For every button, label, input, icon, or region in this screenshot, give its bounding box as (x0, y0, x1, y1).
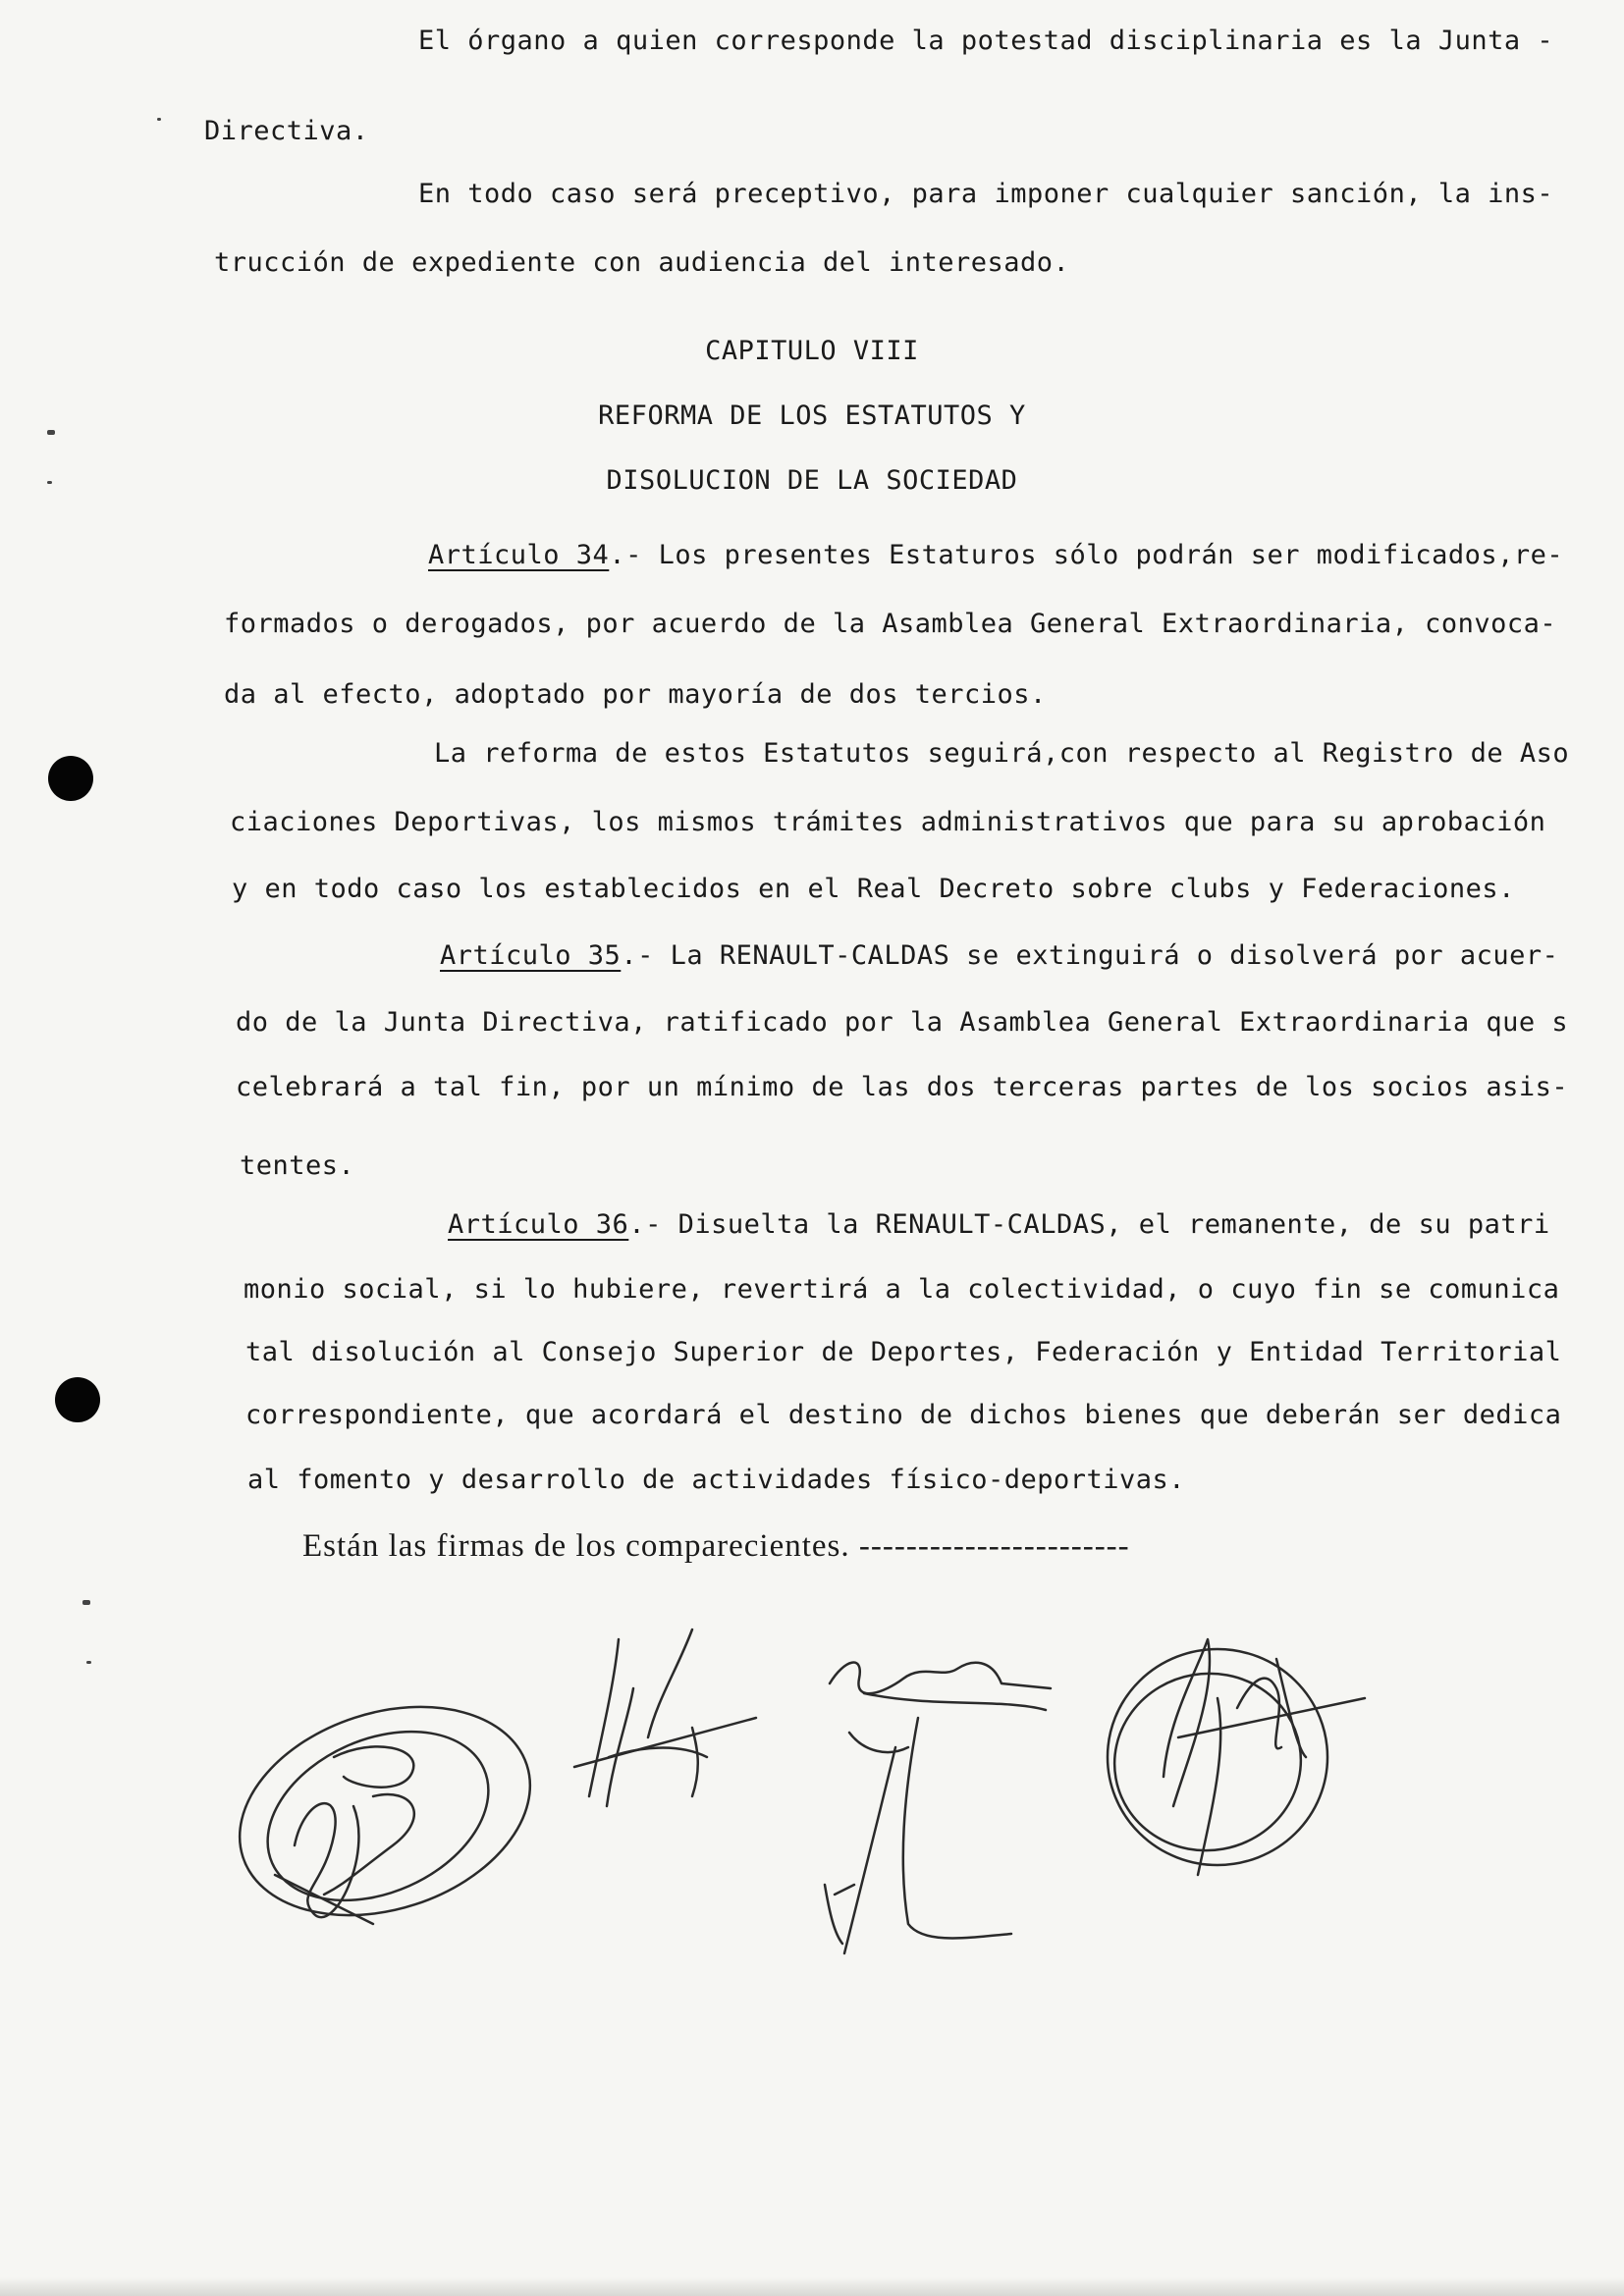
chapter-number: CAPITULO VIII (705, 336, 919, 366)
signature-3 (825, 1663, 1051, 1953)
margin-speck (47, 481, 52, 484)
article-34-line-5: ciaciones Deportivas, los mismos trámites administrativos que para su aprobación (230, 807, 1546, 837)
article-35-line-3: celebrará a tal fin, por un mínimo de las dos terceras partes de los socios asis- (236, 1072, 1569, 1102)
article-36-line-2: monio social, si lo hubiere, revertirá a la colectividad, o cuyo fin se comunica (244, 1274, 1560, 1305)
closing-signatures-line: Están las firmas de los comparecientes. ----------------------- (302, 1528, 1130, 1564)
article-36-label: Artículo 36 (448, 1209, 629, 1240)
signatures (0, 1600, 1624, 1993)
article-34-line-2: formados o derogados, por acuerdo de la Asamblea General Extraordinaria, convoca- (224, 609, 1557, 639)
intro-line-2: Directiva. (204, 116, 369, 146)
article-34-label: Artículo 34 (428, 540, 610, 570)
article-35-line-2: do de la Junta Directiva, ratificado por la Asamblea General Extraordinaria que s (236, 1007, 1569, 1038)
chapter-title-line-2: DISOLUCION DE LA SOCIEDAD (606, 465, 1018, 496)
punch-hole-upper (48, 756, 93, 801)
article-34-line-4: La reforma de estos Estatutos seguirá,con respecto al Registro de Aso (434, 738, 1570, 769)
margin-speck (47, 430, 55, 435)
article-34-line-3: da al efecto, adoptado por mayoría de dos tercios. (224, 679, 1047, 710)
article-36-line-1: .- Disuelta la RENAULT-CALDAS, el remanente, de su patri (628, 1209, 1550, 1240)
article-34-line-1: .- Los presentes Estaturos sólo podrán ser modificados,re- (609, 540, 1564, 570)
margin-speck (157, 118, 161, 121)
intro-line-4: trucción de expediente con audiencia del interesado. (214, 247, 1070, 278)
chapter-title-line-1: REFORMA DE LOS ESTATUTOS Y (598, 400, 1026, 431)
article-36-first-line (448, 1209, 1550, 1240)
punch-hole-lower (55, 1377, 100, 1422)
article-35-line-1: .- La RENAULT-CALDAS se extinguirá o disolverá por acuer- (621, 940, 1559, 971)
article-36-line-4: correspondiente, que acordará el destino de dichos bienes que deberán ser dedica (245, 1400, 1562, 1430)
article-35-first-line (440, 940, 1558, 971)
intro-line-1: El órgano a quien corresponde la potestad disciplinaria es la Junta - (418, 26, 1554, 56)
intro-line-3: En todo caso será preceptivo, para imponer cualquier sanción, la ins- (418, 179, 1554, 209)
article-34-first-line (428, 540, 1563, 570)
signature-4 (1101, 1639, 1365, 1875)
signature-2 (574, 1629, 756, 1806)
article-34-line-6: y en todo caso los establecidos en el Real Decreto sobre clubs y Federaciones. (232, 874, 1515, 904)
page-bottom-edge (0, 2277, 1624, 2296)
signature-1 (213, 1672, 558, 1950)
article-35-label: Artículo 35 (440, 940, 622, 971)
article-35-line-4: tentes. (240, 1150, 355, 1181)
article-36-line-5: al fomento y desarrollo de actividades físico-deportivas. (247, 1465, 1186, 1495)
article-36-line-3: tal disolución al Consejo Superior de Deportes, Federación y Entidad Territorial (245, 1337, 1562, 1367)
